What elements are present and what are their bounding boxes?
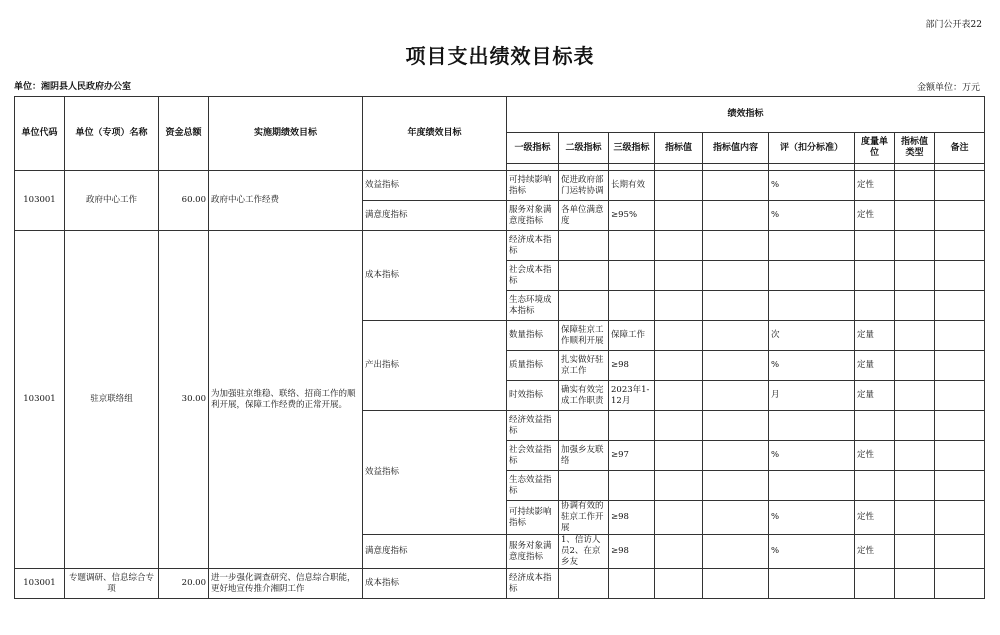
indicator-value xyxy=(655,535,703,569)
indicator-level1: 社会成本指标 xyxy=(507,261,559,291)
indicator-level3 xyxy=(609,569,655,599)
indicator-value-type xyxy=(895,441,935,471)
annual-goal-category: 满意度指标 xyxy=(363,201,507,231)
indicator-remark xyxy=(935,501,985,535)
indicator-score: % xyxy=(769,441,855,471)
indicator-value xyxy=(655,291,703,321)
indicator-remark xyxy=(935,471,985,501)
indicator-value-type xyxy=(895,471,935,501)
indicator-value-content xyxy=(703,201,769,231)
indicator-measure-unit: 定量 xyxy=(855,381,895,411)
project-period-goal: 政府中心工作经费 xyxy=(209,171,363,231)
indicator-value-type xyxy=(895,535,935,569)
header-remark: 备注 xyxy=(935,133,985,164)
table-row xyxy=(15,569,985,599)
indicator-value xyxy=(655,201,703,231)
indicator-value xyxy=(655,411,703,441)
indicator-remark xyxy=(935,201,985,231)
indicator-level2: 确实有效完成工作职责 xyxy=(559,381,609,411)
indicator-remark xyxy=(935,351,985,381)
indicator-score: % xyxy=(769,535,855,569)
performance-table xyxy=(14,96,985,599)
indicator-measure-unit: 定性 xyxy=(855,201,895,231)
indicator-value-content xyxy=(703,261,769,291)
indicator-score: 次 xyxy=(769,321,855,351)
indicator-level3 xyxy=(609,231,655,261)
indicator-value-content xyxy=(703,171,769,201)
indicator-score: % xyxy=(769,171,855,201)
header-level2: 二级指标 xyxy=(559,133,609,164)
indicator-score xyxy=(769,291,855,321)
header-value-type: 指标值类型 xyxy=(895,133,935,164)
annual-goal-category: 成本指标 xyxy=(363,569,507,599)
indicator-level3: ≥95% xyxy=(609,201,655,231)
indicator-value-type xyxy=(895,381,935,411)
indicator-level3: 长期有效 xyxy=(609,171,655,201)
header-total-fund: 资金总额 xyxy=(159,97,209,171)
indicator-level2: 促进政府部门运转协调 xyxy=(559,171,609,201)
indicator-value-type xyxy=(895,569,935,599)
indicator-remark xyxy=(935,411,985,441)
indicator-level1: 经济效益指标 xyxy=(507,411,559,441)
indicator-value-type xyxy=(895,231,935,261)
project-period-goal: 为加强驻京维稳、联络、招商工作的顺利开展，保障工作经费的正常开展。 xyxy=(209,231,363,569)
indicator-remark xyxy=(935,261,985,291)
indicator-level1: 经济成本指标 xyxy=(507,569,559,599)
indicator-value xyxy=(655,231,703,261)
project-fund: 20.00 xyxy=(159,569,209,599)
header-unit-name: 单位（专项）名称 xyxy=(65,97,159,171)
indicator-level3: 2023年1-12月 xyxy=(609,381,655,411)
project-name: 驻京联络组 xyxy=(65,231,159,569)
indicator-level2 xyxy=(559,471,609,501)
indicator-measure-unit: 定性 xyxy=(855,171,895,201)
annual-goal-category: 效益指标 xyxy=(363,411,507,535)
indicator-value-content xyxy=(703,411,769,441)
annual-goal-category: 效益指标 xyxy=(363,171,507,201)
annual-goal-category: 成本指标 xyxy=(363,231,507,321)
indicator-value xyxy=(655,501,703,535)
indicator-value xyxy=(655,321,703,351)
indicator-measure-unit xyxy=(855,411,895,441)
indicator-score: % xyxy=(769,351,855,381)
project-unit-code: 103001 xyxy=(15,231,65,569)
indicator-value-content xyxy=(703,321,769,351)
project-fund: 60.00 xyxy=(159,171,209,231)
annual-goal-category: 产出指标 xyxy=(363,321,507,411)
indicator-value xyxy=(655,569,703,599)
amount-unit-label: 金额单位：万元 xyxy=(916,83,980,93)
indicator-value xyxy=(655,381,703,411)
indicator-level2 xyxy=(559,261,609,291)
header-level3: 三级指标 xyxy=(609,133,655,164)
indicator-score: 月 xyxy=(769,381,855,411)
indicator-measure-unit: 定性 xyxy=(855,441,895,471)
indicator-measure-unit: 定性 xyxy=(855,535,895,569)
indicator-level2: 加强乡友联络 xyxy=(559,441,609,471)
indicator-level1: 生态效益指标 xyxy=(507,471,559,501)
indicator-level3: ≥98 xyxy=(609,535,655,569)
page-title: 项目支出绩效目标表 xyxy=(405,44,595,68)
indicator-level1: 服务对象满意度指标 xyxy=(507,201,559,231)
indicator-level3 xyxy=(609,291,655,321)
indicator-level1: 服务对象满意度指标 xyxy=(507,535,559,569)
header-value: 指标值 xyxy=(655,133,703,164)
indicator-level3 xyxy=(609,471,655,501)
indicator-value xyxy=(655,261,703,291)
indicator-score xyxy=(769,569,855,599)
indicator-value-type xyxy=(895,501,935,535)
indicator-level2: 协调有效的驻京工作开展 xyxy=(559,501,609,535)
indicator-level3: ≥98 xyxy=(609,351,655,381)
indicator-level1: 可持续影响指标 xyxy=(507,501,559,535)
indicator-measure-unit: 定量 xyxy=(855,321,895,351)
project-fund: 30.00 xyxy=(159,231,209,569)
indicator-measure-unit xyxy=(855,569,895,599)
indicator-measure-unit: 定量 xyxy=(855,351,895,381)
header-measure-unit: 度量单位 xyxy=(855,133,895,164)
indicator-value-type xyxy=(895,261,935,291)
table-row xyxy=(15,231,985,261)
indicator-measure-unit xyxy=(855,261,895,291)
project-name: 政府中心工作 xyxy=(65,171,159,231)
indicator-value-content xyxy=(703,535,769,569)
indicator-level1: 可持续影响指标 xyxy=(507,171,559,201)
indicator-measure-unit xyxy=(855,291,895,321)
indicator-score xyxy=(769,411,855,441)
project-period-goal: 进一步强化调查研究、信息综合职能，更好地宣传推介湘阴工作 xyxy=(209,569,363,599)
indicator-value-type xyxy=(895,411,935,441)
header-unit-code: 单位代码 xyxy=(15,97,65,171)
indicator-value-type xyxy=(895,201,935,231)
indicator-level1: 经济成本指标 xyxy=(507,231,559,261)
indicator-value-content xyxy=(703,569,769,599)
indicator-value-content xyxy=(703,441,769,471)
table-body xyxy=(15,171,985,599)
indicator-level2 xyxy=(559,291,609,321)
indicator-score xyxy=(769,261,855,291)
indicator-value-content xyxy=(703,471,769,501)
indicator-level2: 保障驻京工作顺利开展 xyxy=(559,321,609,351)
header-score: 评（扣分标准） xyxy=(769,133,855,164)
indicator-value-type xyxy=(895,351,935,381)
indicator-value-content xyxy=(703,501,769,535)
indicator-remark xyxy=(935,321,985,351)
indicator-value xyxy=(655,471,703,501)
header-period-goal: 实施期绩效目标 xyxy=(209,97,363,171)
page-number: 部门公开表22 xyxy=(925,20,982,30)
indicator-value-content xyxy=(703,351,769,381)
indicator-value-content xyxy=(703,381,769,411)
indicator-score xyxy=(769,471,855,501)
indicator-remark xyxy=(935,441,985,471)
project-name: 专题调研、信息综合专项 xyxy=(65,569,159,599)
table-row xyxy=(15,171,985,201)
indicator-value xyxy=(655,351,703,381)
project-unit-code: 103001 xyxy=(15,171,65,231)
indicator-score: % xyxy=(769,501,855,535)
indicator-value-type xyxy=(895,171,935,201)
indicator-remark xyxy=(935,381,985,411)
indicator-remark xyxy=(935,569,985,599)
indicator-level1: 社会效益指标 xyxy=(507,441,559,471)
header-level1: 一级指标 xyxy=(507,133,559,164)
indicator-level2 xyxy=(559,231,609,261)
indicator-level3: ≥97 xyxy=(609,441,655,471)
indicator-value-content xyxy=(703,291,769,321)
indicator-value-type xyxy=(895,291,935,321)
indicator-value xyxy=(655,441,703,471)
header-value-content: 指标值内容 xyxy=(703,133,769,164)
indicator-score: % xyxy=(769,201,855,231)
indicator-remark xyxy=(935,231,985,261)
annual-goal-category: 满意度指标 xyxy=(363,535,507,569)
indicator-measure-unit xyxy=(855,471,895,501)
indicator-level3: ≥98 xyxy=(609,501,655,535)
indicator-level3: 保障工作 xyxy=(609,321,655,351)
indicator-level2 xyxy=(559,569,609,599)
indicator-remark xyxy=(935,291,985,321)
indicator-score xyxy=(769,231,855,261)
indicator-remark xyxy=(935,171,985,201)
indicator-level1: 生态环境成本指标 xyxy=(507,291,559,321)
header-performance-indicator: 绩效指标 xyxy=(507,97,985,133)
indicator-value xyxy=(655,171,703,201)
indicator-level2: 1、信访人员2、在京乡友 xyxy=(559,535,609,569)
header-annual-goal: 年度绩效目标 xyxy=(363,97,507,171)
indicator-level2: 扎实做好驻京工作 xyxy=(559,351,609,381)
indicator-level3 xyxy=(609,411,655,441)
unit-label: 单位：湘阴县人民政府办公室 xyxy=(14,82,132,92)
indicator-remark xyxy=(935,535,985,569)
indicator-value-content xyxy=(703,231,769,261)
indicator-level1: 数量指标 xyxy=(507,321,559,351)
indicator-level1: 时效指标 xyxy=(507,381,559,411)
indicator-measure-unit xyxy=(855,231,895,261)
indicator-value-type xyxy=(895,321,935,351)
indicator-level2 xyxy=(559,411,609,441)
indicator-measure-unit: 定性 xyxy=(855,501,895,535)
project-unit-code: 103001 xyxy=(15,569,65,599)
indicator-level1: 质量指标 xyxy=(507,351,559,381)
indicator-level3 xyxy=(609,261,655,291)
indicator-level2: 各单位满意度 xyxy=(559,201,609,231)
